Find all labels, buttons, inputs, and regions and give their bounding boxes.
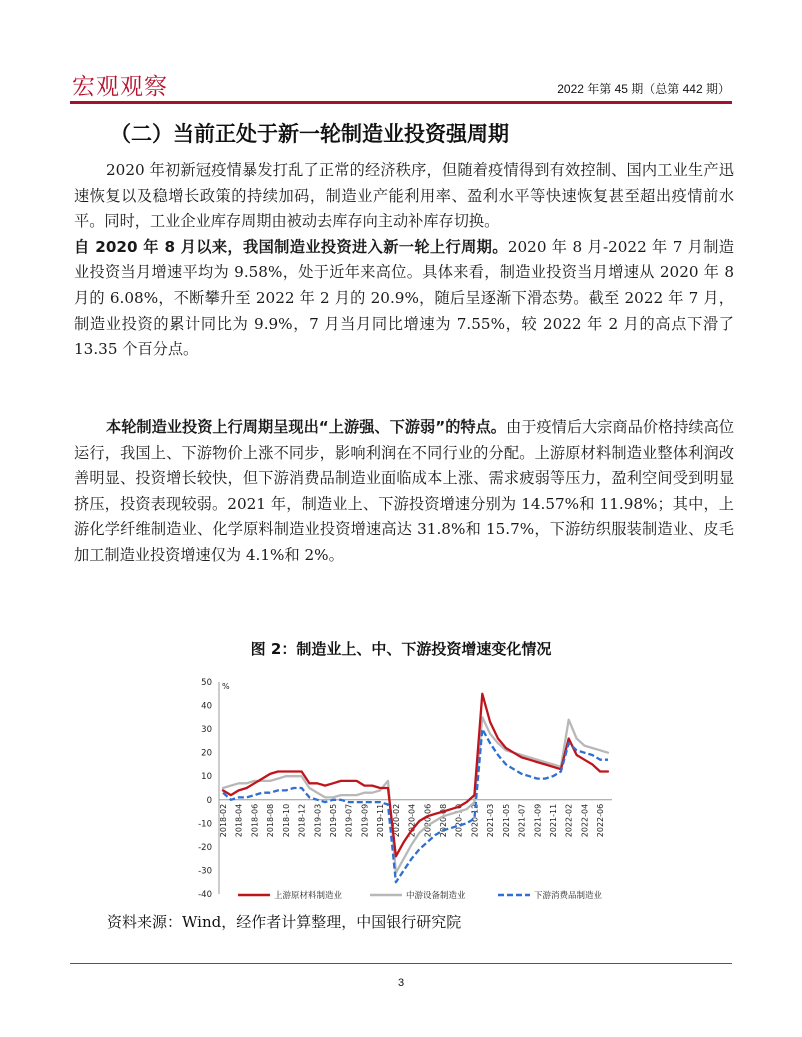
x-tick-label: 2019-05 xyxy=(329,803,338,838)
x-tick-label: 2020-04 xyxy=(407,803,417,838)
x-tick-label: 2020-02 xyxy=(391,803,401,838)
x-tick-label: 2021-11 xyxy=(549,803,558,838)
header-brand: 宏观观察 xyxy=(72,74,168,100)
legend-label: 下游消费品制造业 xyxy=(534,891,603,901)
x-tick-label: 2018-10 xyxy=(281,803,291,838)
x-tick-label: 2018-08 xyxy=(266,803,276,838)
x-tick-label: 2018-12 xyxy=(297,803,307,838)
series-line-2 xyxy=(223,717,608,873)
paragraph-2-body: 由于疫情后大宗商品价格持续高位运行，我国上、下游物价上涨不同步，影响利润在不同行业的分配。上游原材料制造业整体利润改善明显、投资增长较快，但下游消费品制造业面临成本上涨、需求疲弱等压力，盈利空间受到明显挤压，投资表现较弱。2021 年，制造业上、下游投资增速分别为 14.57%和 11.98%；其中，上游化学纤维制造业、化学原料制造业投资增速高达 31.8%和 15.7%，下游纺织服装制造业、皮毛加工制造业投资增速仅为 4.1%和 2%。 xyxy=(74,418,735,564)
y-tick-label: 30 xyxy=(201,725,212,736)
x-tick-label: 2018-06 xyxy=(250,803,260,838)
legend-label: 上游原材料制造业 xyxy=(274,891,343,901)
x-tick-label: 2021-05 xyxy=(501,803,511,838)
y-tick-label: 40 xyxy=(201,701,212,712)
issue-number: 2022 年第 45 期（总第 442 期） xyxy=(557,82,730,96)
header-rule xyxy=(70,101,732,104)
x-tick-label: 2021-09 xyxy=(533,803,543,838)
x-tick-label: 2019-03 xyxy=(313,803,323,838)
paragraph-1-lead: 自 2020 年 8 月以来，我国制造业投资进入新一轮上行周期。 xyxy=(74,237,508,256)
legend-label: 中游设备制造业 xyxy=(406,891,466,901)
x-tick-label: 2020-06 xyxy=(423,803,433,838)
x-tick-label: 2020-12 xyxy=(470,803,480,838)
x-tick-label: 2019-11 xyxy=(376,803,386,838)
footer-rule xyxy=(70,963,732,964)
x-tick-label: 2020-08 xyxy=(439,803,448,838)
x-tick-label: 2019-09 xyxy=(360,803,370,838)
x-tick-label: 2022-02 xyxy=(564,803,574,838)
y-tick-label: 10 xyxy=(201,772,212,783)
page-number: 3 xyxy=(397,977,405,989)
y-tick-label: -20 xyxy=(198,842,212,853)
x-tick-label: 2021-03 xyxy=(486,803,496,838)
x-tick-label: 2018-02 xyxy=(219,803,228,838)
x-tick-label: 2019-07 xyxy=(344,803,354,838)
section-title: （二）当前正处于新一轮制造业投资强周期 xyxy=(110,122,509,146)
paragraph-1-body: 2020 年 8 月-2022 年 7 月制造业投资当月增速平均为 9.58%，处于近年来高位。具体来看，制造业投资当月增速从 2020 年 8 月的 6.08%，不断攀升至 2022 年 2 月的 20.9%，随后呈逐渐下滑态势。截至 2022 年 7 月，制造业投资的累计同比为 9.9%，7 月当月同比增速为 7.55%，较 2022 年 2 月的高点下滑了 13.35 个百分点。 xyxy=(74,237,734,359)
y-axis-unit: % xyxy=(222,682,230,691)
x-tick-label: 2020-10 xyxy=(454,803,464,838)
y-tick-label: -40 xyxy=(198,890,212,900)
x-tick-label: 2018-04 xyxy=(234,803,244,838)
investment-growth-chart xyxy=(192,668,622,908)
y-tick-label: 50 xyxy=(201,678,212,688)
data-source: 资料来源：Wind，经作者计算整理，中国银行研究院 xyxy=(107,913,462,931)
paragraph-2 xyxy=(74,415,734,569)
x-tick-label: 2021-07 xyxy=(517,803,527,838)
paragraph-1-intro: 2020 年初新冠疫情暴发打乱了正常的经济秩序，但随着疫情得到有效控制、国内工业生产迅速恢复以及稳增长政策的持续加码，制造业产能利用率、盈利水平等快速恢复甚至超出疫情前水平。同时，工业企业库存周期由被动去库存向主动补库存切换。 xyxy=(74,161,734,231)
y-tick-label: -10 xyxy=(198,819,212,830)
figure-title: 图 2：制造业上、中、下游投资增速变化情况 xyxy=(250,640,552,658)
x-tick-label: 2022-04 xyxy=(580,803,590,838)
y-tick-label: 20 xyxy=(201,748,212,759)
y-tick-label: 0 xyxy=(206,795,212,806)
paragraph-2-lead: 本轮制造业投资上行周期呈现出“上游强、下游弱”的特点。 xyxy=(106,418,507,436)
paragraph-1 xyxy=(74,158,734,363)
x-tick-label: 2022-06 xyxy=(596,803,606,838)
y-tick-label: -30 xyxy=(198,866,212,877)
